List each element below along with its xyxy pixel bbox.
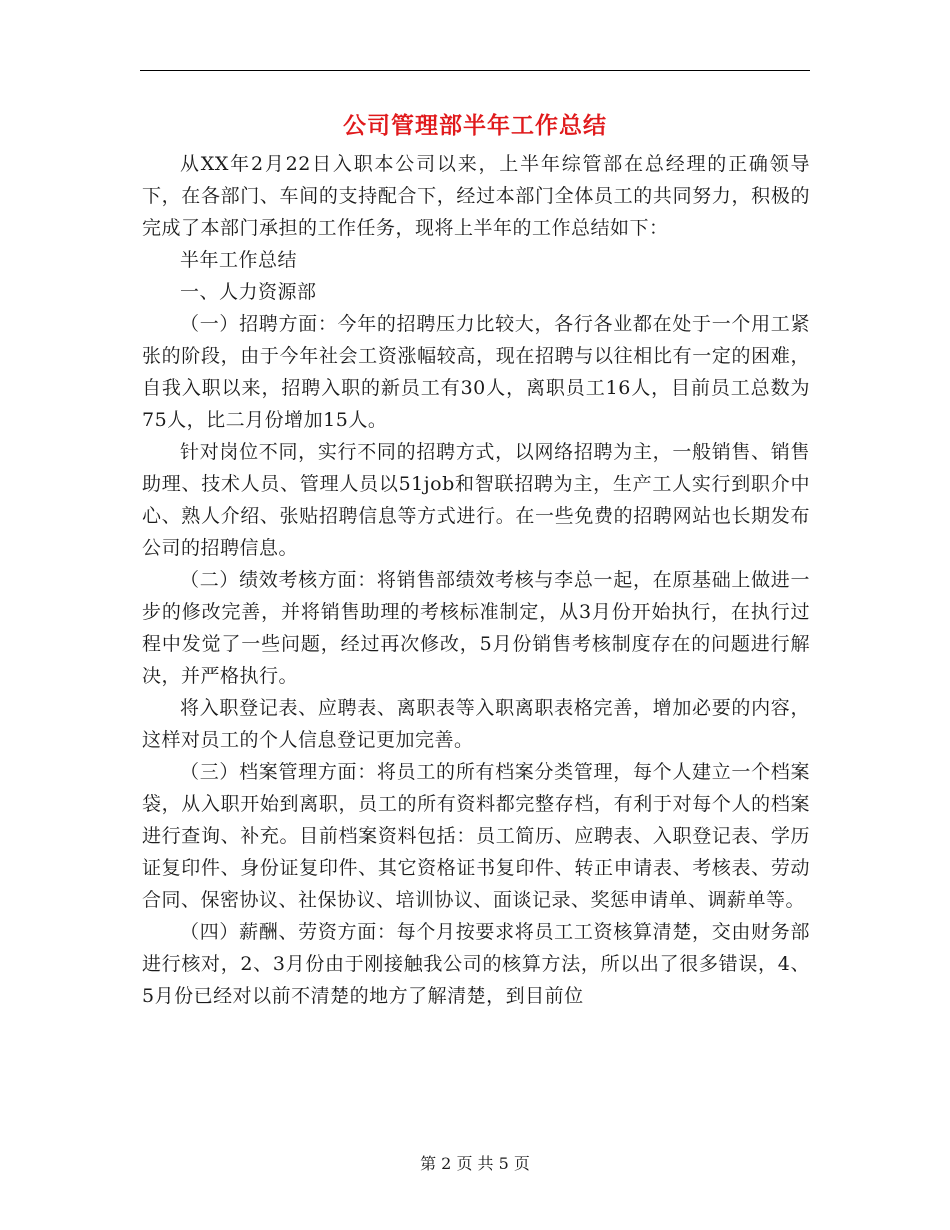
page-number: 第 2 页 共 5 页 [420,1154,530,1173]
document-title: 公司管理部半年工作总结 [343,112,607,139]
document-body [142,148,810,1012]
paragraph-forms: 将入职登记表、应聘表、离职表等入职离职表格完善，增加必要的内容，这样对员工的个人信息登记更加完善。 [142,697,810,751]
header-rule [140,70,810,71]
paragraph-payroll: （四）薪酬、劳资方面：每个月按要求将员工工资核算清楚，交由财务部进行核对，2、3月份由于刚接触我公司的核算方法，所以出了很多错误，4、5月份已经对以前不清楚的地方了解清楚，到目前位 [142,921,810,1007]
paragraph-recruitment-methods: 针对岗位不同，实行不同的招聘方式，以网络招聘为主，一般销售、销售助理、技术人员、管理人员以51job和智联招聘为主，生产工人实行到职介中心、熟人介绍、张贴招聘信息等方式进行。在一些免费的招聘网站也长期发布公司的招聘信息。 [142,441,810,559]
paragraph-archives: （三）档案管理方面：将员工的所有档案分类管理，每个人建立一个档案袋，从入职开始到离职，员工的所有资料都完整存档，有利于对每个人的档案进行查询、补充。目前档案资料包括：员工简历、应聘表、入职登记表、学历证复印件、身份证复印件、其它资格证书复印件、转正申请表、考核表、劳动合同、保密协议、社保协议、培训协议、面谈记录、奖惩申请单、调薪单等。 [142,761,810,911]
paragraph-performance: （二）绩效考核方面：将销售部绩效考核与李总一起，在原基础上做进一步的修改完善，并将销售助理的考核标准制定，从3月份开始执行，在执行过程中发觉了一些问题，经过再次修改，5月份销售考核制度存在的问题进行解决，并严格执行。 [142,569,810,687]
paragraph-intro: 从XX年2月22日入职本公司以来，上半年综管部在总经理的正确领导下，在各部门、车间的支持配合下，经过本部门全体员工的共同努力，积极的完成了本部门承担的工作任务，现将上半年的工作总结如下： [142,153,810,239]
section-heading-hr: 一、人力资源部 [180,281,317,303]
paragraph-recruitment: （一）招聘方面：今年的招聘压力比较大，各行各业都在处于一个用工紧张的阶段，由于今年社会工资涨幅较高，现在招聘与以往相比有一定的困难，自我入职以来，招聘入职的新员工有30人，离职员工16人，目前员工总数为75人，比二月份增加15人。 [142,313,810,431]
section-heading-summary: 半年工作总结 [180,249,298,271]
